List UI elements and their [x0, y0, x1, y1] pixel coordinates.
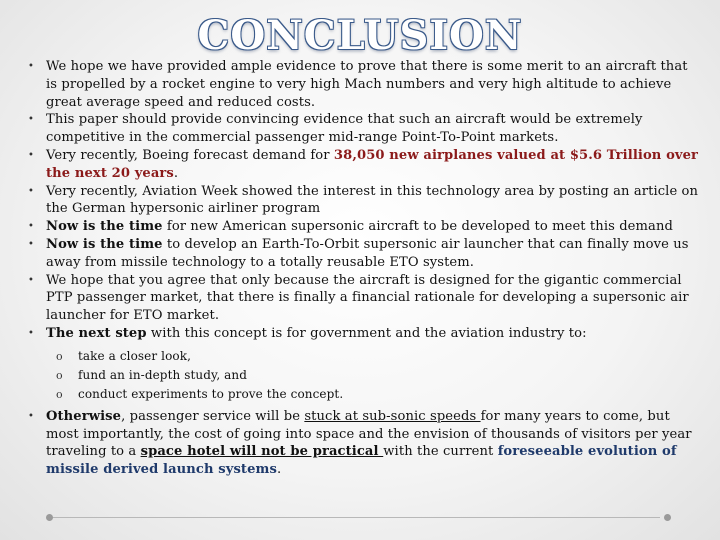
- bullet-icon: •: [28, 185, 34, 197]
- bullet-icon: •: [28, 327, 34, 339]
- circle-bullet-icon: o: [56, 368, 63, 382]
- list-item: [18, 183, 702, 219]
- bullet-text: Very recently, Aviation Week showed the interest in this technology area by posting an article on the German hypersonic airliner program: [46, 183, 699, 217]
- underlined-text: stuck at sub-sonic speeds: [304, 408, 481, 424]
- left-ornament-dot-icon: [46, 514, 53, 521]
- list-item: [18, 218, 702, 236]
- sub-item-text: conduct experiments to prove the concept.: [78, 386, 344, 401]
- highlight-forecast: 38,050 new airplanes valued at $5.6 Trillion over the next 20 years: [46, 147, 699, 181]
- bullet-icon: •: [28, 238, 34, 250]
- bullet-icon: •: [28, 274, 34, 286]
- bullet-icon: •: [28, 114, 34, 126]
- footer-divider-line: [52, 517, 660, 518]
- emphasis-text: Now is the time: [46, 219, 163, 235]
- bullet-icon: •: [28, 410, 34, 422]
- bullet-text: Very recently, Boeing forecast demand for: [46, 147, 334, 163]
- bullet-text: , passenger service will be: [121, 408, 305, 424]
- sub-list-item: [46, 385, 702, 404]
- bullet-icon: •: [28, 221, 34, 233]
- circle-bullet-icon: o: [56, 349, 63, 363]
- bullet-text: for new American supersonic aircraft to be developed to meet this demand: [162, 219, 673, 235]
- circle-bullet-icon: o: [56, 387, 63, 401]
- bullet-text: to develop an Earth-To-Orbit supersonic air launcher that can finally move us away from missile technology to a totally reusable ETO system.: [46, 236, 689, 270]
- emphasis-text: Otherwise: [46, 408, 122, 424]
- sub-item-text: take a closer look,: [78, 348, 191, 363]
- emphasis-text: Now is the time: [46, 236, 163, 252]
- conclusion-list: [18, 58, 702, 479]
- bullet-icon: •: [28, 149, 34, 161]
- bullet-text: This paper should provide convincing evidence that such an aircraft would be extremely competitive in the commercial passenger mid-range Point-To-Point markets.: [46, 112, 643, 146]
- bullet-text: We hope that you agree that only because the aircraft is designed for the gigantic commercial PTP passenger market, that there is finally a financial rationale for developing a supersonic air launcher for ETO market.: [46, 272, 689, 324]
- list-item: [18, 408, 702, 479]
- emphasis-text: The next step: [46, 325, 147, 341]
- highlight-missile-systems: foreseeable evolution of missile derived launch systems: [46, 444, 677, 478]
- bullet-text: with this concept is for government and the aviation industry to:: [146, 325, 587, 341]
- underlined-bold-text: space hotel will not be practical: [140, 444, 384, 460]
- slide-title: CONCLUSION: [197, 12, 523, 59]
- bullet-text: We hope we have provided ample evidence to prove that there is some merit to an aircraft that is propelled by a rocket engine to very high Mach numbers and very high altitude to achieve great average speed and reduced costs.: [46, 59, 688, 110]
- list-item: [18, 236, 702, 272]
- sub-item-text: fund an in-depth study, and: [78, 367, 248, 382]
- next-steps-sublist: [46, 347, 702, 404]
- sub-list-item: [46, 366, 702, 385]
- bullet-text: for many years to come, but most importantly, the cost of going into space and the envision of thousands of visitors per year traveling to a: [46, 408, 692, 460]
- list-item: [18, 111, 702, 147]
- bullet-text: with the current: [383, 444, 498, 460]
- right-ornament-dot-icon: [664, 514, 671, 521]
- list-item: [18, 58, 702, 111]
- sub-list-item: [46, 347, 702, 366]
- list-item: [18, 272, 702, 325]
- bullet-text-end: .: [173, 165, 179, 181]
- list-item: [18, 325, 702, 404]
- list-item: [18, 147, 702, 183]
- bullet-text-end: .: [276, 462, 282, 478]
- bullet-icon: •: [28, 61, 34, 72]
